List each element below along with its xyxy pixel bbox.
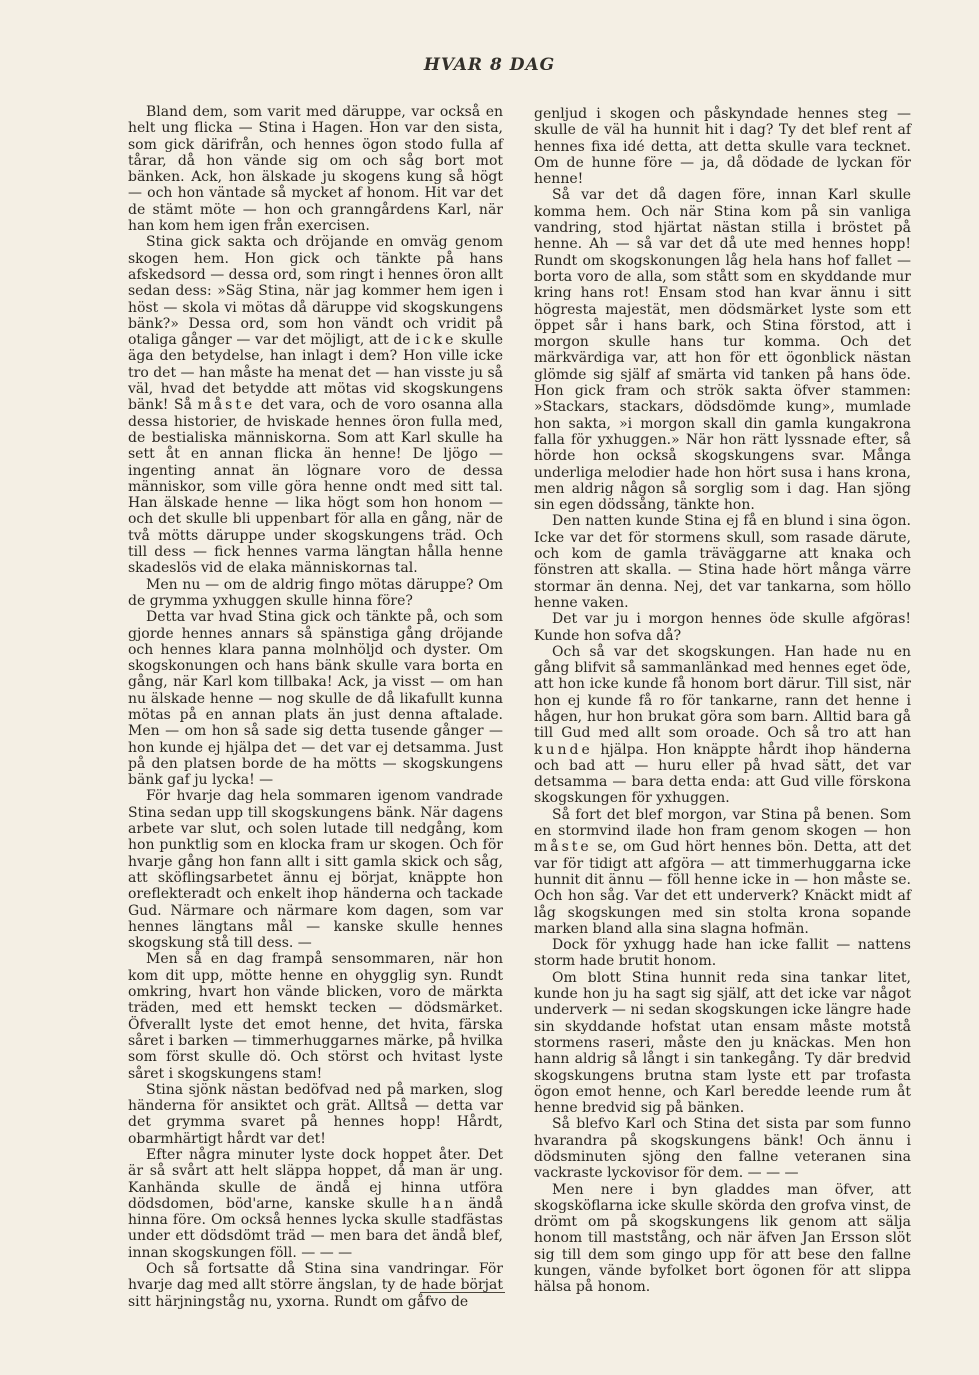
left-column	[128, 104, 503, 1310]
spaced-emphasis: måste	[534, 839, 592, 856]
paragraph-text: Den natten kunde Stina ej få en blund i sina ögon. Icke var det för stormens skull, som rasade därute, och kom de gamla träväggarne att knaka och fönstren att skalla. — Stina hade hört många värre stormar än denna. Nej, det var tankarna, som höllo henne vaken.	[534, 513, 911, 611]
paragraph	[534, 644, 911, 807]
spaced-emphasis: han	[420, 1195, 457, 1212]
paragraph	[534, 187, 911, 513]
paragraph	[534, 513, 911, 611]
paragraph	[128, 951, 503, 1081]
paragraph	[534, 937, 911, 970]
paragraph-text: se, om Gud hört hennes bön. Detta, att det var för tidigt att afgöra — att timmerhuggarna icke hunnit dit ännu — föll henne icke in — hon måste se. Och hon såg. Var det ett underverk? Knäckt midt af låg skogskungen med sin stolta krona sopande marken bland alla sina slagna hofmän.	[534, 839, 911, 937]
paragraph	[128, 1261, 503, 1310]
paragraph-text: det vara, och de voro osanna alla dessa historier, de hviskade hennes öron fulla med, de bestialiska människorna. Som att Karl skulle ha sett åt en annan flicka än henne! De ljögo — ingenting annat än lögnare voro de dessa människor, som ville göra henne ondt med sitt tal. Han älskade henne — lika högt som hon honom — och det skulle bli uppenbart för alla en gång, när de två mötts däruppe under skogskungens träd. Och till dess — fick hennes varma längtan hålla henne skadeslös vid de elaka människornas tal.	[128, 397, 504, 577]
paragraph	[128, 1082, 503, 1147]
paragraph	[534, 970, 911, 1117]
paragraph-text: Men så en dag frampå sensommaren, när hon kom dit upp, mötte henne en ohygglig syn. Rundt omkring, hvart hon vände blicken, voro de märkta träden, med ett hemskt tecken — dödsmärket. Öfverallt lyste det emot henne, det hvita, färska såret i barken — timmerhuggarnes märke, på hvilka som först skulle dö. Och störst och hvitast lyste såret i skogskungens stam!	[128, 951, 503, 1082]
paragraph-text: För hvarje dag hela sommaren igenom vandrade Stina sedan upp till skogskungens bänk. När dagens arbete var slut, och solen lutade till nedgång, kom hon punktlig som en klocka fram ur skogen. Och för hvarje gång hon fann allt i sitt gamla skick och såg, att sköflingsarbetet ännu ej börjat, knäppte hon oreflekteradt och enkelt ihop händerna och tackade Gud. Närmare och närmare kom dagen, som var hennes längtans mål — kanske skulle hennes skogskung stå till dess. —	[128, 788, 503, 952]
paragraph-text: Och så fortsatte då Stina sina vandringar. För hvarje dag med allt större ängslan, ty de hade börjat sitt härjningståg nu, yxorna. Rundt om gåfvo de	[128, 1261, 503, 1310]
paragraph	[534, 807, 911, 937]
paragraph-text: Om blott Stina hunnit reda sina tankar litet, kunde hon ju ha sagt sig själf, att det icke var något underverk — ni sedan skogskungen icke längre hade sin skyddande hofstat utan ensam måste motstå stormens raseri, måste den ju knäckas. Men hon hann aldrig så långt i sin tankegång. Ty där bredvid skogskungens brutna stam lyste ett par trofasta ögon emot henne, och Karl beredde leende rum åt henne bredvid sig på bänken.	[534, 969, 911, 1117]
paragraph-text: Och så var det skogskungen. Han hade nu en gång blifvit så sammanlänkad med hennes eget öde, att hon icke kunde få honom bort därur. Till sist, när hon ej kunde få ro för tankarne, rann det henne i hågen, hur hon brukat göra som barn. Alltid bara gå till Gud med allt som oroade. Och så tro att han	[534, 643, 911, 742]
paragraph	[128, 788, 503, 951]
paragraph	[534, 1182, 911, 1296]
paragraph-text: skulle äga den betydelse, han inlagt i dem? Hon ville icke tro det — han måste ha menat det — han visste ju så väl, hvad det betydde att mötas vid skogskungens bänk! Så	[128, 332, 503, 414]
spaced-emphasis: kunde	[534, 741, 593, 758]
paragraph-text: Så blefvo Karl och Stina det sista par som funno hvarandra på skogskungens bänk! Och ännu i dödsminuten sjöng den fallne veteranen sina vackraste lyckovisor för dem. — — —	[534, 1116, 911, 1182]
paragraph-text: Efter några minuter lyste dock hoppet åter. Det är så svårt att helt släppa hoppet, då man är ung. Kanhända skulle de ändå ej hinna utföra dödsdomen, böd'arne, kanske skulle	[128, 1147, 503, 1212]
paragraph-text: Men nu — om de aldrig fingo mötas däruppe? Om de grymma yxhuggen skulle hinna före?	[128, 576, 503, 609]
paragraph-text: Bland dem, som varit med däruppe, var också en helt ung flicka — Stina i Hagen. Hon var den sista, som gick därifrån, och hennes ögon stodo fulla af tårar, då hon vände sig om och såg bort mot bänken. Ack, hon älskade ju skogens kung så högt — och hon väntade så mycket af honom. Hit var det de stämt möte — hon och granngårdens Karl, när han kom hem igen från exercisen.	[128, 104, 503, 235]
paragraph-text: genljud i skogen och påskyndade hennes steg — skulle de väl ha hunnit hit i dag? Ty det blef rent af hennes fixa idé detta, att detta skulle vara tecknet. Om de hunne före — ja, då dödade de lyckan för henne!	[534, 106, 911, 188]
right-column	[534, 106, 911, 1296]
paragraph	[534, 611, 911, 644]
page-header: HVAR 8 DAG	[423, 55, 556, 75]
spaced-emphasis: icke	[415, 332, 457, 349]
end-rule	[420, 1292, 505, 1293]
paragraph	[128, 234, 503, 576]
paragraph	[128, 609, 503, 788]
paragraph-text: Det var ju i morgon hennes öde skulle afgöras! Kunde hon sofva då?	[534, 611, 911, 644]
paragraph	[534, 106, 911, 187]
paragraph-text: Så var det då dagen före, innan Karl skulle komma hem. Och när Stina kom på sin vanliga vandring, stod hjärtat nästan stilla i bröstet på henne. Ah — så var det då ute med hennes hopp! Rundt om skogskonungen låg hela hans hof fallet — borta voro de alla, som stått som en skyddande mur kring hans rot! Ensam stod han kvar ännu i sitt högresta majestät, men dödsmärket lyste som ett öppet sår i hans bark, och Stina förstod, att i morgon skulle hans tur komma. Och det märkvärdiga var, att hon för ett ögonblick nästan glömde sig själf af smärta vid tanken på hans öde. Hon gick fram och strök sakta öfver stammen: »Stackars, stackars, dödsdömde kung», mumlade hon sakta, »i morgon skall din gamla kungakrona falla för yxhuggen.» När hon rätt lyssnade efter, så hörde hon också skogskungens svar. Många underliga melodier hade hon hört susa i hans krona, men aldrig någon så sorglig som i dag. Han sjöng sin egen dödssång, tänkte hon.	[534, 187, 911, 514]
paragraph	[128, 104, 503, 234]
spaced-emphasis: måste	[197, 397, 256, 414]
paragraph-text: Stina sjönk nästan bedöfvad ned på marken, slog händerna för ansiktet och grät. Alltså — detta var det grymma svaret på hennes hopp! Hårdt, obarmhärtigt hårdt var det!	[128, 1081, 503, 1147]
paragraph	[128, 577, 503, 610]
paragraph-text: Men nere i byn gladdes man öfver, att skogsköflarna icke skulle skörda den grofva vinst, de drömt om på skogskungens lik genom att sälja honom till maststång, och när äfven Jan Ersson slöt sig till dem som gingo upp för att bese den fallne kungen, vände byfolket bort ögonen för att slippa hälsa på honom.	[534, 1181, 911, 1296]
paragraph	[534, 1116, 911, 1181]
paragraph-text: Dock för yxhugg hade han icke fallit — nattens storm hade brutit honom.	[534, 937, 911, 970]
paragraph-text: Så fort det blef morgon, var Stina på benen. Som en stormvind ilade hon fram genom skogen — hon	[534, 806, 911, 840]
paragraph-text: hjälpa. Hon knäppte hårdt ihop händerna och bad att — huru eller på hvad sätt, det var detsamma — bara detta enda: att Gud ville förskona skogskungen för yxhuggen.	[534, 741, 911, 807]
paragraph	[128, 1147, 503, 1261]
paragraph-text: ändå hinna före. Om också hennes lycka skulle stadfästas under ett dödsdömt träd — men bara det ändå blef, innan skogskungen föll. — — —	[128, 1195, 503, 1261]
paragraph-text: Detta var hvad Stina gick och tänkte på, och som gjorde hennes annars så spänstiga gång dröjande och hennes klara panna molnhöljd och dyster. Om skogskonungen och hans bänk skulle vara borta en gång, när Karl kom tillbaka! Ack, ja visst — om han nu älskade henne — nog skulle de då likafullt kunna mötas på en annan plats än just denna aftalade. Men — om hon så sade sig detta tusende gånger — hon kunde ej hjälpa det — det var ej detsamma. Just på den platsen borde de ha mötts — skogskungens bänk gaf ju lycka! —	[128, 609, 503, 789]
paragraph-text: Stina gick sakta och dröjande en omväg genom skogen hem. Hon gick och tänkte på hans afskedsord — dessa ord, som ringt i hennes öron allt sedan dess: »Säg Stina, när jag kommer hem igen i höst — skola vi mötas då däruppe vid skogskungens bänk?» Dessa ord, som hon vändt och vridit på otaliga gånger — var det möjligt, att de	[128, 234, 503, 349]
